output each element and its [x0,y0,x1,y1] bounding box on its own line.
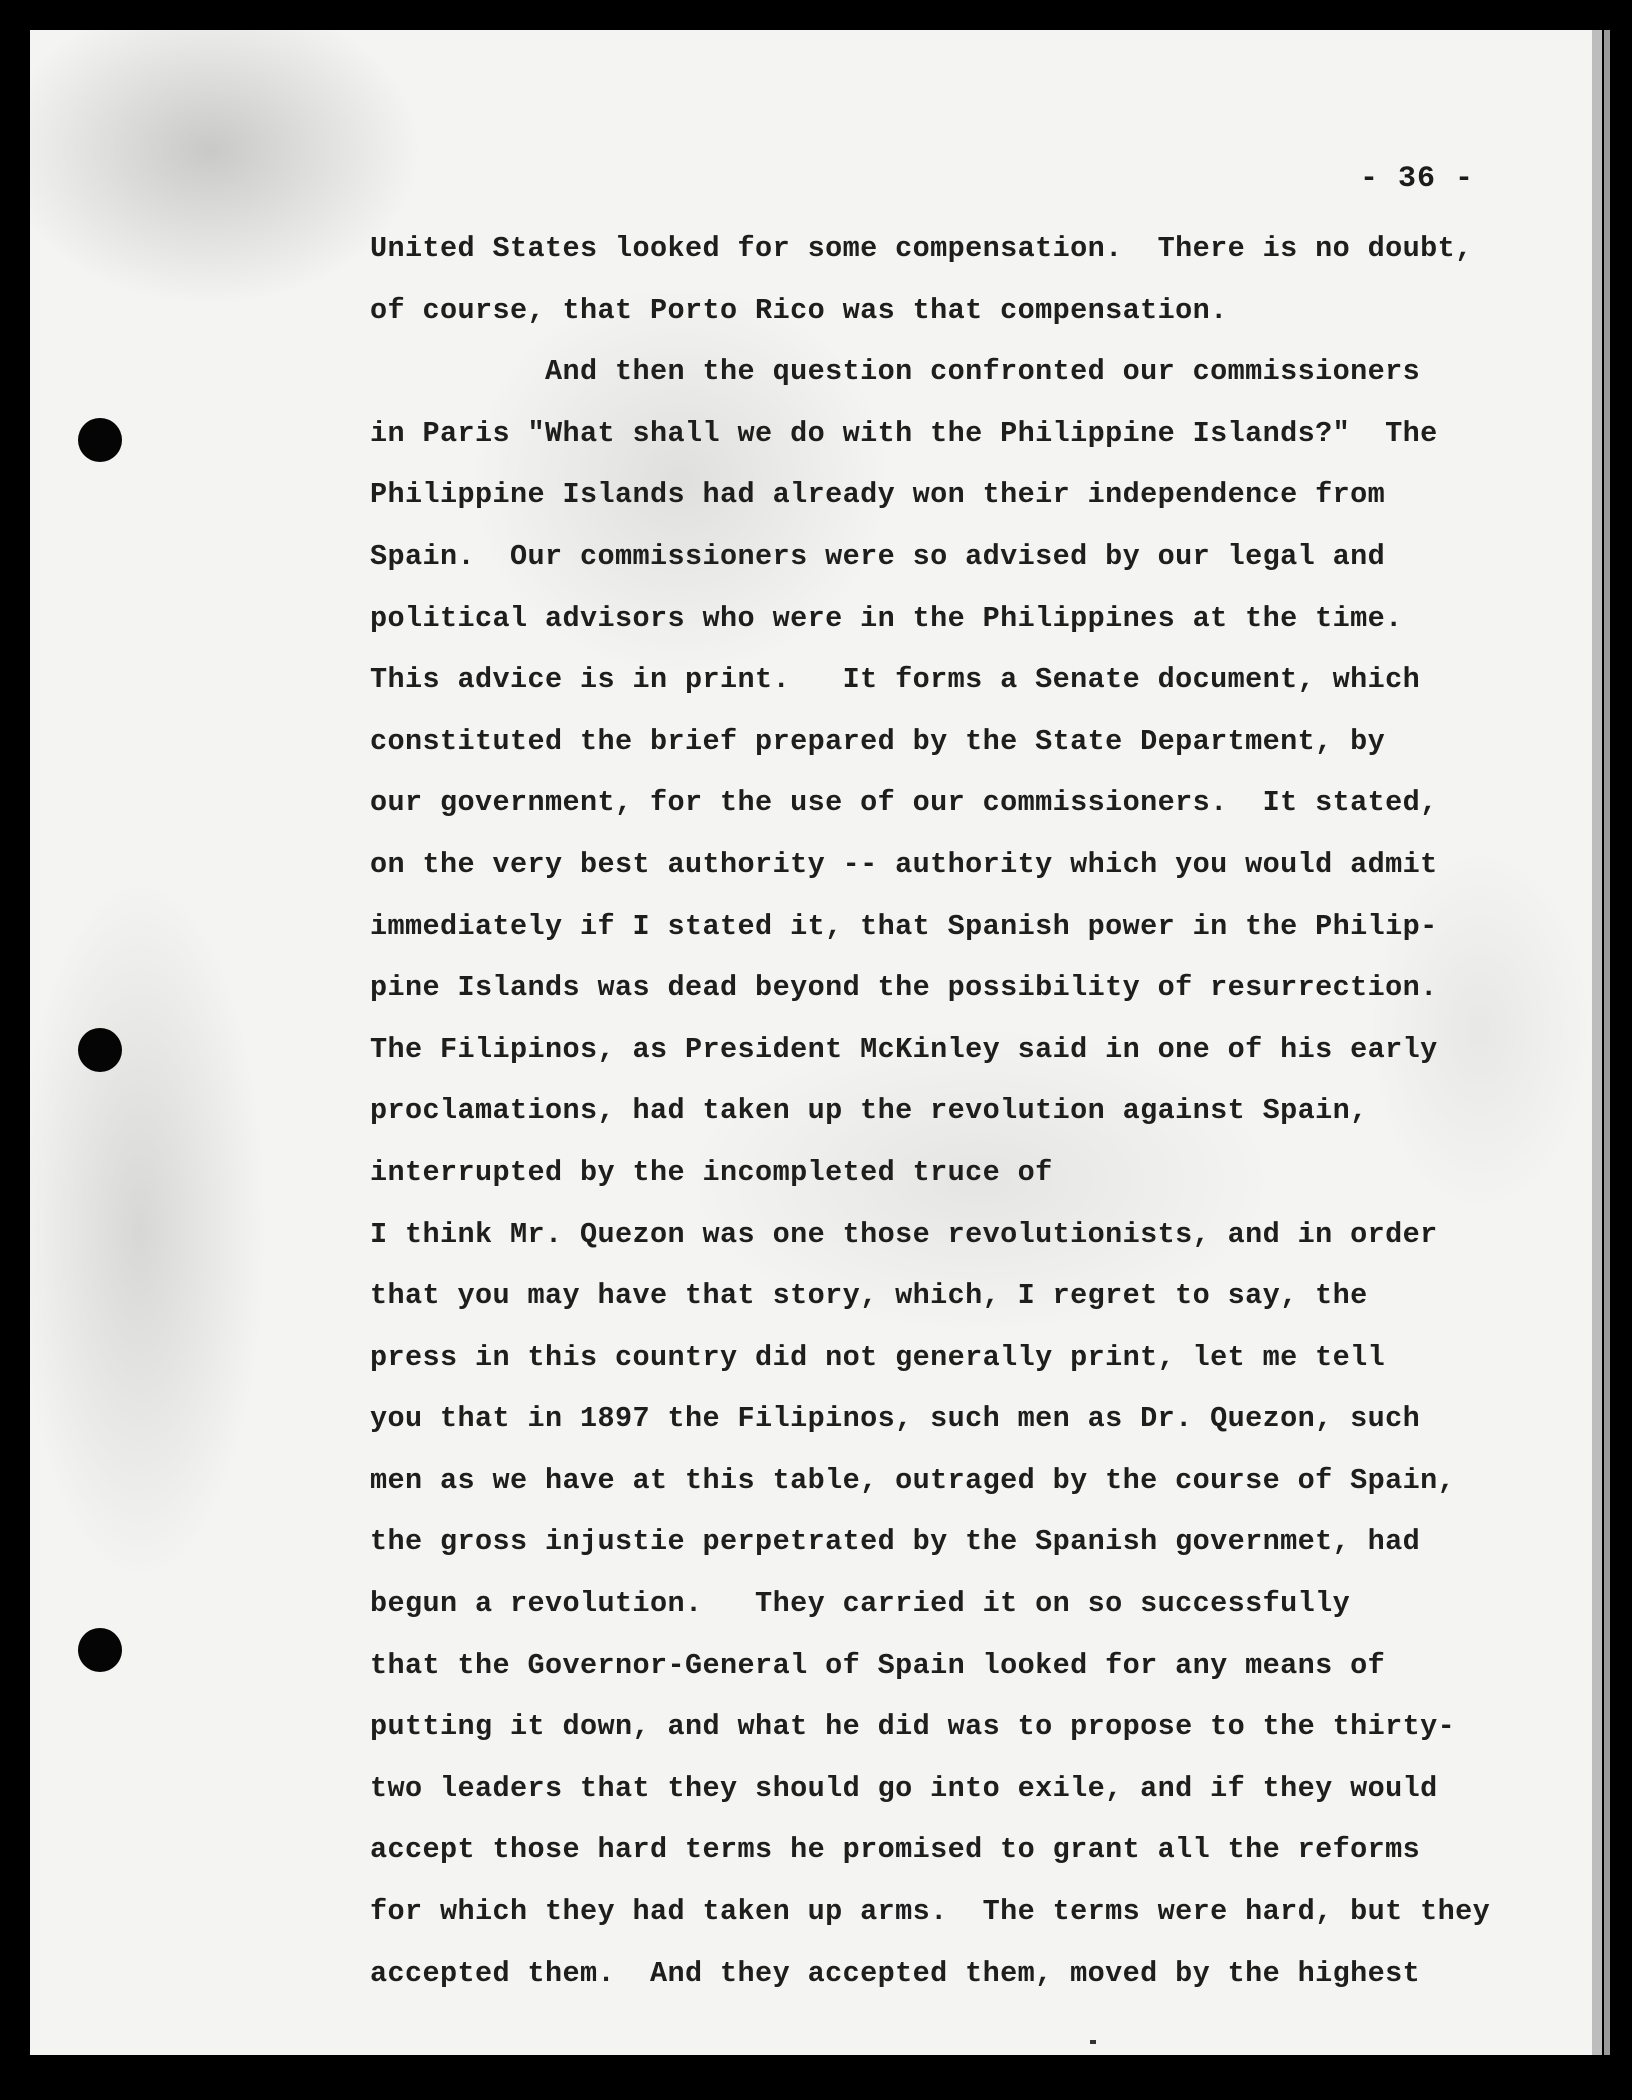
text-line: proclamations, had taken up the revolution against Spain, [370,1094,1368,1128]
text-line: I think Mr. Quezon was one those revolutionists, and in order [370,1217,1438,1251]
text-line: you that in 1897 the Filipinos, such men as Dr. Quezon, such [370,1402,1421,1436]
punch-hole [78,418,122,462]
text-line: pine Islands was dead beyond the possibility of resurrection. [370,971,1438,1005]
text-line: Spain. Our commissioners were so advised by our legal and [370,539,1386,573]
punch-hole [78,1028,122,1072]
text-line: This advice is in print. It forms a Senate document, which [370,663,1421,697]
text-line: And then the question confronted our commissioners [370,355,1421,389]
text-line: begun a revolution. They carried it on so successfully [370,1587,1351,1621]
text-line: putting it down, and what he did was to propose to the thirty- [370,1710,1456,1744]
text-line: Philippine Islands had already won their independence from [370,478,1386,512]
text-line: accepted them. And they accepted them, moved by the highest [370,1956,1421,1990]
text-line: two leaders that they should go into exile, and if they would [370,1771,1438,1805]
text-line: that the Governor-General of Spain looked for any means of [370,1648,1386,1682]
text-line: for which they had taken up arms. The terms were hard, but they [370,1895,1491,1929]
text-line: men as we have at this table, outraged by the course of Spain, [370,1463,1456,1497]
page-edge [1592,30,1602,2055]
text-line: our government, for the use of our commissioners. It stated, [370,786,1438,820]
scan-speck [1090,2040,1096,2044]
text-line: of course, that Porto Rico was that compensation. [370,293,1228,327]
page-edge [1604,30,1610,2055]
text-line: interrupted by the incompleted truce of [370,1155,1053,1189]
document-page [30,30,1602,2055]
text-line: that you may have that story, which, I regret to say, the [370,1279,1368,1313]
body-text [370,218,1550,2004]
page-number: - 36 - [1360,162,1475,196]
punch-hole [78,1628,122,1672]
text-line: constituted the brief prepared by the State Department, by [370,724,1386,758]
text-line: the gross injustie perpetrated by the Spanish governmet, had [370,1525,1421,1559]
text-line: political advisors who were in the Philippines at the time. [370,601,1403,635]
text-line: in Paris "What shall we do with the Philippine Islands?" The [370,416,1438,450]
text-line: The Filipinos, as President McKinley said in one of his early [370,1032,1438,1066]
text-line: press in this country did not generally print, let me tell [370,1340,1386,1374]
text-line: on the very best authority -- authority which you would admit [370,847,1438,881]
text-line: immediately if I stated it, that Spanish power in the Philip- [370,909,1438,943]
text-line: United States looked for some compensation. There is no doubt, [370,232,1473,265]
text-line: accept those hard terms he promised to grant all the reforms [370,1833,1421,1867]
